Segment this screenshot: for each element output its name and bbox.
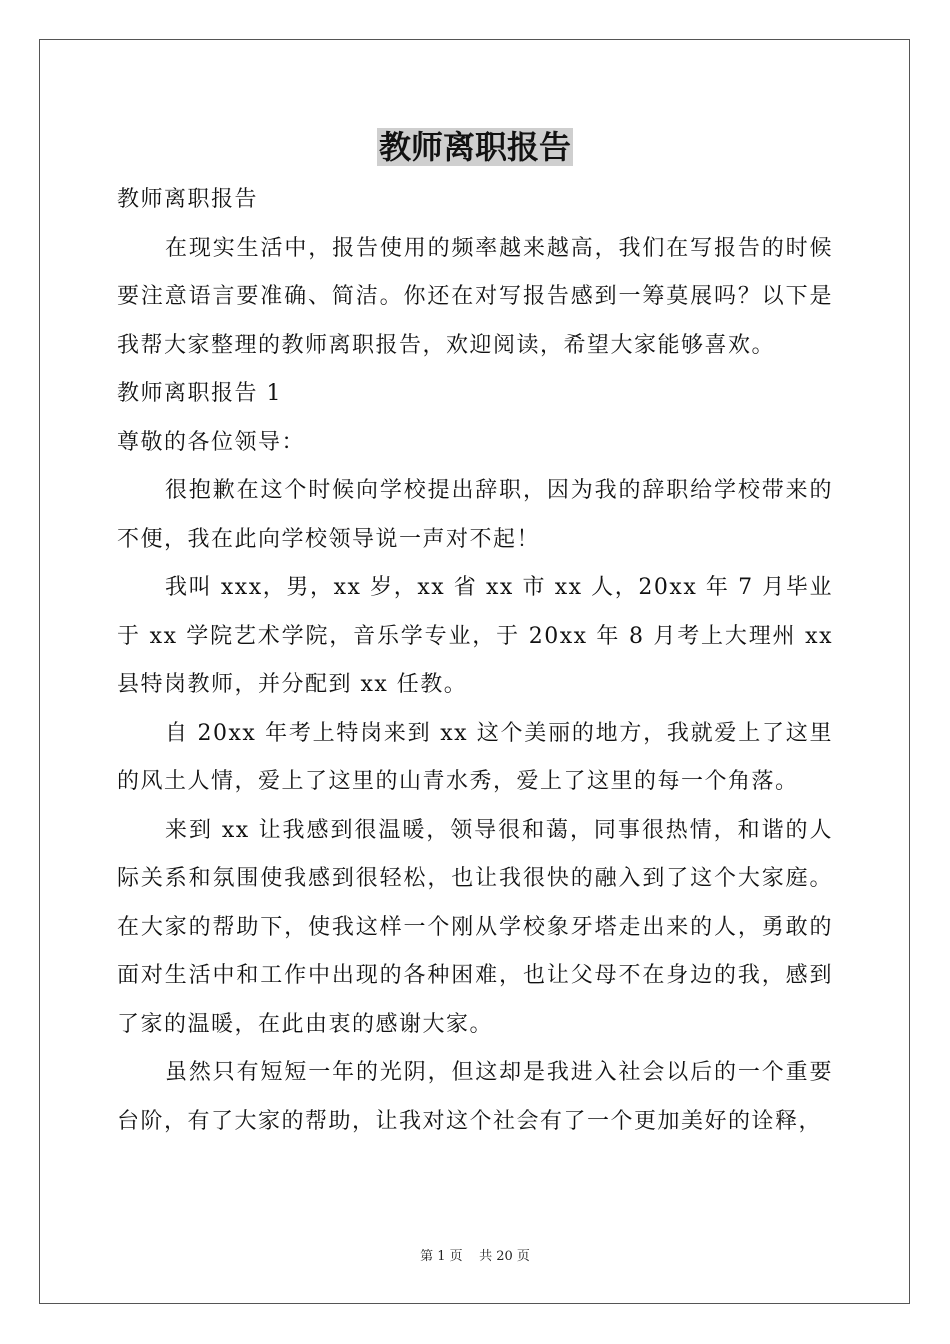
body-paragraph-3: 自 20xx 年考上特岗来到 xx 这个美丽的地方，我就爱上了这里的风土人情，爱上了这里的山青水秀，爱上了这里的每一个角落。	[117, 720, 833, 794]
page-number: 第 1 页 共 20 页	[420, 1249, 530, 1264]
document-title: 教师离职报告	[378, 128, 571, 166]
document-body	[117, 176, 833, 1146]
salutation: 尊敬的各位领导：	[117, 429, 306, 455]
document-subtitle: 教师离职报告	[117, 187, 259, 212]
document-title-wrapper	[0, 125, 950, 169]
intro-paragraph: 在现实生活中，报告使用的频率越来越高，我们在写报告的时候要注意语言要准确、简洁。你还在对写报告感到一筹莫展吗？以下是我帮大家整理的教师离职报告，欢迎阅读，希望大家能够喜欢。	[117, 235, 833, 358]
page-footer	[0, 1245, 950, 1264]
body-paragraph-5: 虽然只有短短一年的光阴，但这却是我进入社会以后的一个重要台阶，有了大家的帮助，让我对这个社会有了一个更加美好的诠释，	[117, 1060, 833, 1134]
body-paragraph-2: 我叫 xxx，男，xx 岁，xx 省 xx 市 xx 人，20xx 年 7 月毕业于 xx 学院艺术学院，音乐学专业，于 20xx 年 8 月考上大理州 xx 县特岗教师，并分配到 xx 任教。	[117, 575, 833, 697]
section-heading: 教师离职报告 1	[117, 381, 282, 406]
body-paragraph-1: 很抱歉在这个时候向学校提出辞职，因为我的辞职给学校带来的不便，我在此向学校领导说一声对不起！	[117, 478, 833, 552]
body-paragraph-4: 来到 xx 让我感到很温暖，领导很和蔼，同事很热情，和谐的人际关系和氛围使我感到很轻松，也让我很快的融入到了这个大家庭。在大家的帮助下，使我这样一个刚从学校象牙塔走出来的人，勇敢的面对生活中和工作中出现的各种困难，也让父母不在身边的我，感到了家的温暖，在此由衷的感谢大家。	[117, 817, 833, 1037]
